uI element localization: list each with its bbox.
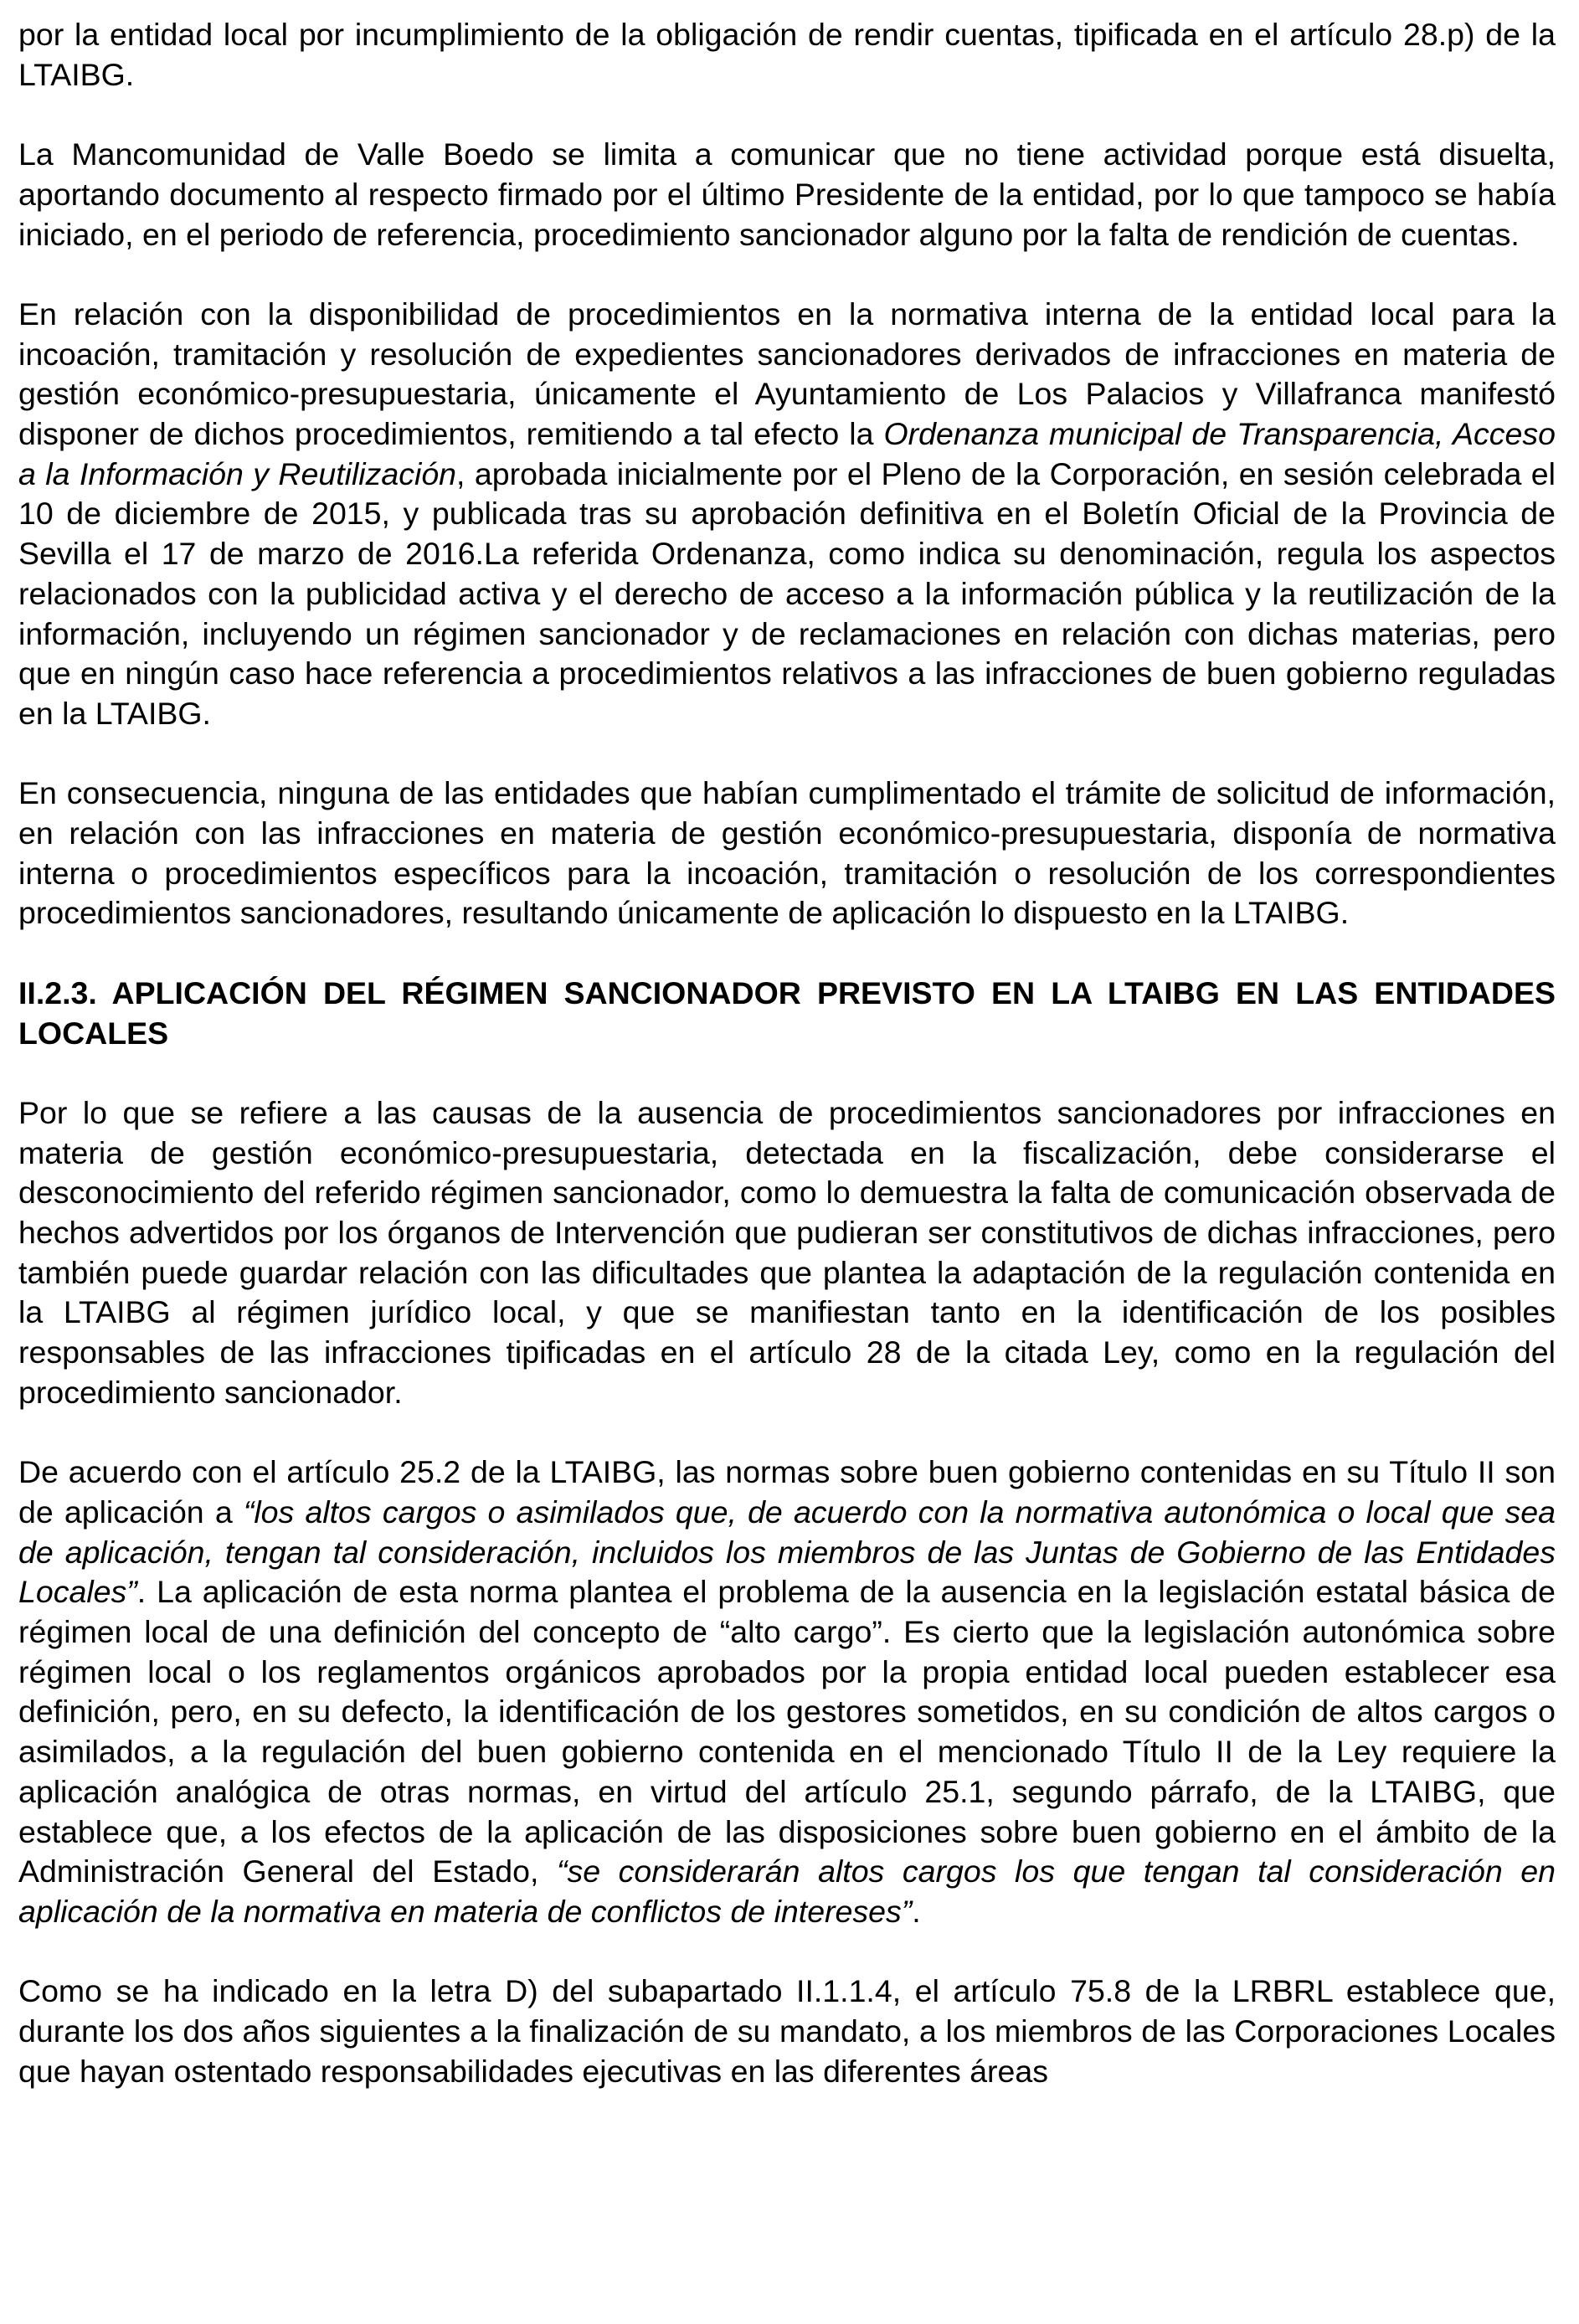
paragraph-consecuencia <box>18 774 1556 933</box>
paragraph-causas-ausencia <box>18 1093 1556 1413</box>
text-run: por la entidad local por incumplimiento de la obligación de rendir cuentas, tipificada en el artículo 28.p) de la LTAIBG. <box>18 17 1556 92</box>
text-run: En consecuencia, ninguna de las entidades que habían cumplimentado el trámite de solicitud de información, en relación con las infracciones en materia de gestión económico-presupuestaria, disponía de normativa interna o procedimientos específicos para la incoación, tramitación o resolución de los correspondientes procedimientos sancionadores, resultando únicamente de aplicación lo dispuesto en la LTAIBG. <box>18 775 1556 931</box>
text-run-italic: “se considerarán altos cargos los que tengan tal consideración en aplicación de la normativa en materia de conflictos de intereses” <box>18 1854 1556 1929</box>
text-run: En relación con la disponibilidad de procedimientos en la normativa interna de la entidad local para la incoación, tramitación y resolución de expedientes sancionadores derivados de infracciones en materia de gestión económico-presupuestaria, únicamente el Ayuntamiento de Los Palacios y Villafranca manifestó disponer de dichos procedimientos, remitiendo a tal efecto la <box>18 296 1556 451</box>
text-run: Como se ha indicado en la letra D) del subapartado II.1.1.4, el artículo 75.8 de la LRBRL establece que, durante los dos años siguientes a la finalización de su mandato, a los miembros de las Corporaciones Locales que hayan ostentado responsabilidades ejecutivas en las diferentes áreas <box>18 1973 1556 2089</box>
paragraph-articulo-25-2 <box>18 1452 1556 1931</box>
text-run: . La aplicación de esta norma plantea el problema de la ausencia en la legislación estatal básica de régimen local de una definición del concepto de “alto cargo”. Es cierto que la legislación autonómica sobre régimen local o los reglamentos orgánicos aprobados por la propia entidad local pueden establecer esa definición, pero, en su defecto, la identificación de los gestores sometidos, en su condición de altos cargos o asimilados, a la regulación del buen gobierno contenida en el mencionado Título II de la Ley requiere la aplicación analógica de otras normas, en virtud del artículo 25.1, segundo párrafo, de la LTAIBG, que establece que, a los efectos de la aplicación de las disposiciones sobre buen gobierno en el ámbito de la Administración General del Estado, <box>18 1574 1556 1890</box>
paragraph-articulo-75-8 <box>18 1972 1556 2091</box>
text-run: De acuerdo con el artículo 25.2 de la LTAIBG, las normas sobre buen gobierno contenidas en su Título II son de aplicación a <box>18 1454 1556 1530</box>
text-run: , aprobada inicialmente por el Pleno de la Corporación, en sesión celebrada el 10 de diciembre de 2015, y publicada tras su aprobación definitiva en el Boletín Oficial de la Provincia de Sevilla el 17 de marzo de 2016.La referida Ordenanza, como indica su denominación, regula los aspectos relacionados con la publicidad activa y el derecho de acceso a la información pública y la reutilización de la información, incluyendo un régimen sancionador y de reclamaciones en relación con dichas materias, pero que en ningún caso hace referencia a procedimientos relativos a las infracciones de buen gobierno reguladas en la LTAIBG. <box>18 455 1556 731</box>
heading-text: II.2.3. APLICACIÓN DEL RÉGIMEN SANCIONADOR PREVISTO EN LA LTAIBG EN LAS ENTIDADES LOCALES <box>18 974 1556 1051</box>
text-run: La Mancomunidad de Valle Boedo se limita a comunicar que no tiene actividad porque está disuelta, aportando documento al respecto firmado por el último Presidente de la entidad, por lo que tampoco se había iniciado, en el periodo de referencia, procedimiento sancionador alguno por la falta de rendición de cuentas. <box>18 136 1556 252</box>
paragraph-disponibilidad-procedimientos <box>18 295 1556 734</box>
document-page <box>18 15 1556 2131</box>
paragraph-cuentas-ltaibg <box>18 15 1556 95</box>
text-run: . <box>912 1893 921 1929</box>
paragraph-mancomunidad-valle-boedo <box>18 135 1556 255</box>
text-run: Por lo que se refiere a las causas de la ausencia de procedimientos sancionadores por infracciones en materia de gestión económico-presupuestaria, detectada en la fiscalización, debe considerarse el desconocimiento del referido régimen sancionador, como lo demuestra la falta de comunicación observada de hechos advertidos por los órganos de Intervención que pudieran ser constitutivos de dichas infracciones, pero también puede guardar relación con las dificultades que plantea la adaptación de la regulación contenida en la LTAIBG al régimen jurídico local, y que se manifiestan tanto en la identificación de los posibles responsables de las infracciones tipificadas en el artículo 28 de la citada Ley, como en la regulación del procedimiento sancionador. <box>18 1094 1556 1410</box>
text-run-italic: Ordenanza municipal de Transparencia, Acceso a la Información y Reutilización <box>18 416 1556 491</box>
text-run-italic: “los altos cargos o asimilados que, de acuerdo con la normativa autonómica o local que sea de aplicación, tengan tal consideración, incluidos los miembros de las Juntas de Gobierno de las Entidades Locales” <box>18 1494 1556 1610</box>
section-heading <box>18 974 1556 1053</box>
